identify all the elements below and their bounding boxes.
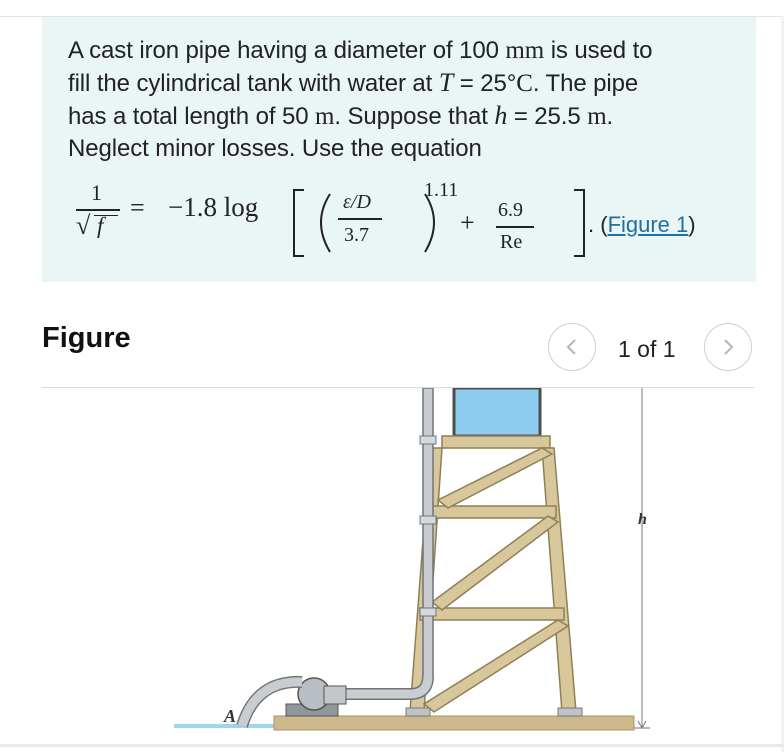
tower-brace bbox=[432, 516, 558, 610]
sqrt-icon: √ bbox=[76, 211, 91, 240]
ground-slab bbox=[274, 716, 634, 730]
pipe-clamp bbox=[420, 516, 436, 524]
chevron-left-icon bbox=[564, 337, 580, 357]
tower-brace bbox=[438, 448, 552, 508]
eq-plus: + bbox=[460, 208, 475, 237]
colebrook-equation bbox=[72, 172, 752, 272]
eq-coefficient: −1.8 log bbox=[168, 192, 259, 222]
figure-pager: 1 of 1 bbox=[618, 336, 676, 362]
eq-second-fraction-bar bbox=[496, 226, 534, 228]
problem-statement bbox=[42, 17, 756, 282]
bottom-divider bbox=[0, 744, 784, 747]
problem-line-1: A cast iron pipe having a diameter of 100 mm is used to bbox=[68, 37, 653, 64]
pump-motor bbox=[324, 686, 346, 704]
eq-trailing-text: . (Figure 1) bbox=[588, 212, 696, 237]
tower-foot bbox=[558, 708, 582, 716]
tower-brace bbox=[424, 620, 568, 712]
pipe-clamp bbox=[420, 436, 436, 444]
previous-figure-button[interactable] bbox=[548, 323, 596, 371]
chevron-right-icon bbox=[720, 337, 736, 357]
eq-lhs-f: f bbox=[97, 213, 104, 238]
eq-second-denominator: Re bbox=[500, 231, 523, 253]
problem-line-2: fill the cylindrical tank with water at T = 25°C. The pipe bbox=[68, 68, 639, 97]
label-A: A bbox=[224, 706, 237, 726]
next-figure-button[interactable] bbox=[704, 323, 752, 371]
eq-equals: = bbox=[130, 193, 145, 222]
eq-inner-numerator: ε/D bbox=[343, 191, 371, 213]
tank-tower-diagram bbox=[42, 388, 754, 744]
label-h: h bbox=[638, 511, 647, 528]
tower-leg-right bbox=[542, 448, 576, 712]
eq-inner-fraction-bar bbox=[338, 218, 382, 220]
eq-second-numerator: 6.9 bbox=[498, 199, 523, 221]
figure-heading: Figure bbox=[42, 322, 131, 354]
tower-foot bbox=[406, 708, 430, 716]
eq-inner-denominator: 3.7 bbox=[344, 224, 369, 246]
eq-exponent: 1.11 bbox=[424, 179, 459, 201]
tower-beam bbox=[426, 506, 556, 518]
riser-pipe bbox=[423, 388, 433, 678]
tower-platform bbox=[442, 436, 550, 448]
problem-line-4: Neglect minor losses. Use the equation bbox=[68, 135, 482, 162]
problem-line-3: has a total length of 50 m. Suppose that h = 25.5 m. bbox=[68, 101, 614, 130]
eq-lhs-numerator: 1 bbox=[91, 180, 102, 205]
figure-link[interactable]: Figure 1 bbox=[607, 212, 689, 237]
pipe-clamp bbox=[420, 608, 436, 616]
water-tank bbox=[454, 388, 540, 436]
problem-text bbox=[68, 35, 730, 165]
